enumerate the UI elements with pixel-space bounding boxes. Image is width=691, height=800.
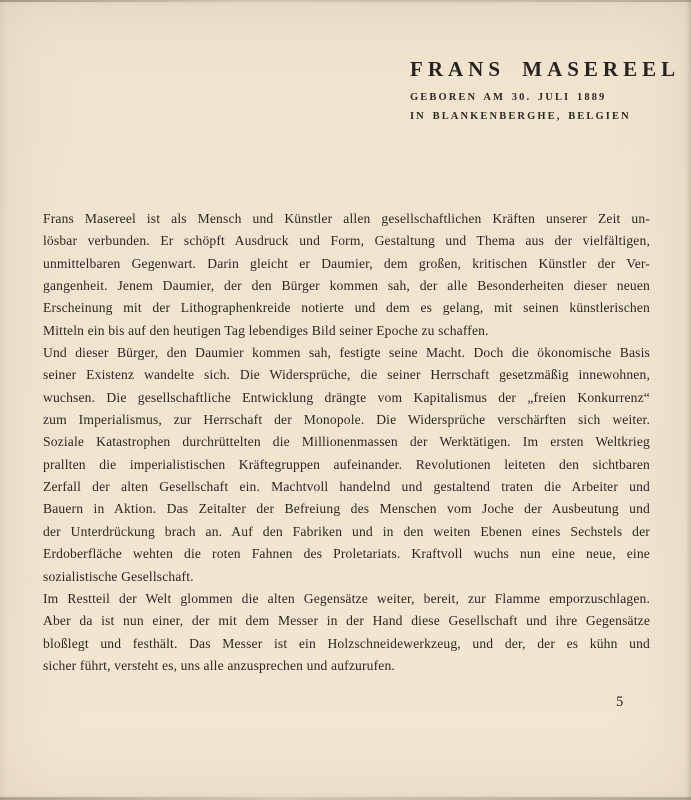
text-line-p3-l2: Aber da ist nun einer, der mit dem Messer in der Hand diese Gesellschaft und ihre Gegensätze bbox=[43, 613, 650, 629]
text-line-p2-l2: seiner Existenz wandelte sich. Die Widersprüche, die seiner Herrschaft gesetzmäßig innewohnen, bbox=[43, 367, 650, 383]
scan-edge-top bbox=[0, 0, 691, 2]
page-number: 5 bbox=[616, 694, 624, 710]
text-line-p3-l4: sicher führt, versteht es, uns alle anzusprechen und aufzurufen. bbox=[43, 657, 395, 673]
text-line-p2-l5: Soziale Katastrophen durchrüttelten die Millionenmassen der Werktätigen. Im ersten Weltkrieg bbox=[43, 434, 650, 450]
artist-name-heading: FRANS MASEREEL bbox=[410, 57, 681, 81]
text-line-p2-l4: zum Imperialismus, zur Herrschaft der Monopole. Die Widersprüche verschärften sich weiter. bbox=[43, 412, 650, 428]
birth-place-line: IN BLANKENBERGHE, BELGIEN bbox=[410, 111, 631, 122]
scan-edge-right bbox=[686, 0, 691, 800]
text-line-p2-l10: Erdoberfläche wehten die roten Fahnen des Proletariats. Kraftvoll wuchs nun eine neue, eine bbox=[43, 546, 650, 562]
text-line-p2-l11: sozialistische Gesellschaft. bbox=[43, 568, 194, 584]
text-line-p3-l1: Im Restteil der Welt glommen die alten Gegensätze weiter, bereit, zur Flamme emporzuschlagen. bbox=[43, 590, 650, 606]
text-line-p3-l3: bloßlegt und festhält. Das Messer ist ein Holzschneidewerkzeug, und der, der es kühn und bbox=[43, 635, 650, 651]
text-line-p1-l2: lösbar verbunden. Er schöpft Ausdruck und Form, Gestaltung und Thema aus der vielfältigen, bbox=[43, 233, 650, 249]
text-line-p1-l6: Mitteln ein bis auf den heutigen Tag lebendiges Bild seiner Epoche zu schaffen. bbox=[43, 322, 489, 338]
text-line-p2-l1: Und dieser Bürger, den Daumier kommen sah, festigte seine Macht. Doch die ökonomische Basis bbox=[43, 345, 650, 361]
chapter-header bbox=[410, 56, 681, 126]
birth-date-line: GEBOREN AM 30. JULI 1889 bbox=[410, 92, 607, 103]
text-line-p1-l5: Erscheinung mit der Lithographenkreide notierte und dem es gelang, mit seinen künstlerischen bbox=[43, 300, 650, 316]
text-line-p2-l9: der Unterdrückung brach an. Auf den Fabriken und in den weiten Ebenen eines Sechstels der bbox=[43, 523, 650, 539]
body-text bbox=[43, 208, 650, 677]
text-line-p2-l7: Zerfall der alten Gesellschaft ein. Machtvoll handelnd und gestaltend traten die Arbeiter und bbox=[43, 479, 650, 495]
text-line-p1-l1: Frans Masereel ist als Mensch und Künstler allen gesellschaftlichen Kräften unserer Zeit un- bbox=[43, 211, 650, 226]
text-line-p2-l6: prallten die imperialistischen Kräftegruppen aufeinander. Revolutionen leiteten den sichtbaren bbox=[43, 456, 650, 472]
text-line-p1-l4: gangenheit. Jenem Daumier, der den Bürger kommen sah, der alle Besonderheiten dieser neuen bbox=[43, 278, 650, 294]
text-line-p1-l3: unmittelbaren Gegenwart. Darin gleicht er Daumier, dem großen, kritischen Künstler der Ver- bbox=[43, 255, 650, 271]
text-line-p2-l3: wuchsen. Die gesellschaftliche Entwicklung drängte vom Kapitalismus der „freien Konkurrenz“ bbox=[43, 389, 650, 405]
text-line-p2-l8: Bauern in Aktion. Das Zeitalter der Befreiung des Menschen vom Joche der Ausbeutung und bbox=[43, 501, 650, 517]
